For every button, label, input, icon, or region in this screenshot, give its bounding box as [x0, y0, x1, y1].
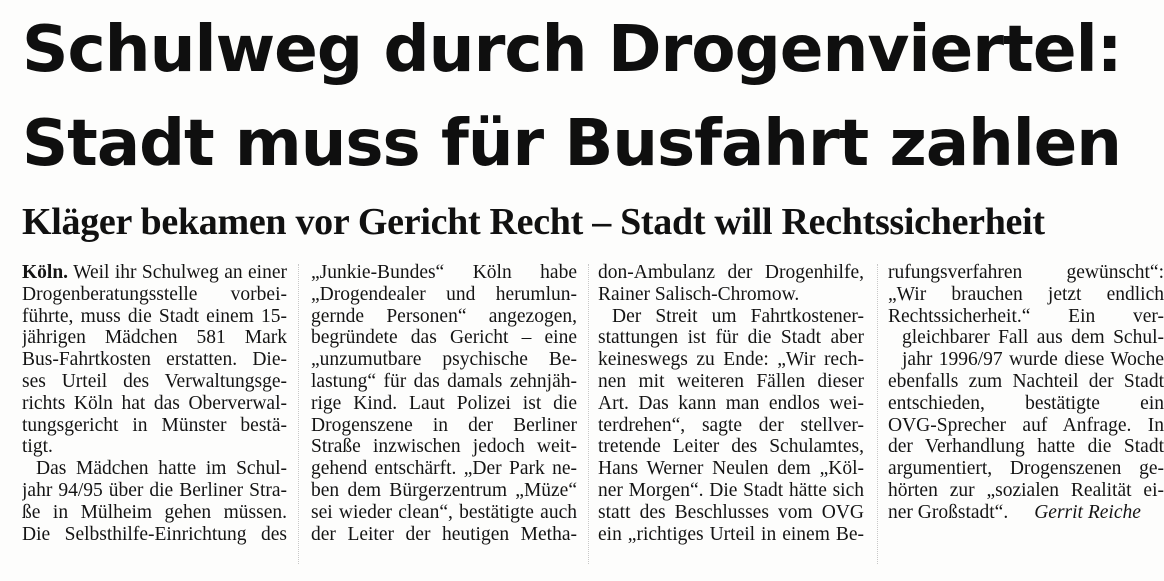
text-line: Hans Werner Neulen dem „Köl-: [598, 458, 864, 480]
text-line: der Leiter der heutigen Metha-: [311, 523, 577, 545]
article-column-3: [598, 262, 864, 545]
subheadline: Kläger bekamen vor Gericht Recht – Stadt will Rechtssicherheit: [22, 201, 1045, 243]
text-line: richts Köln hat das Oberverwal-: [22, 392, 287, 414]
text-line: rufungsverfahren gewünscht“:: [888, 262, 1164, 283]
text-line: tigt.: [22, 436, 53, 458]
text-line: ner Morgen“. Die Stadt hätte sich: [598, 479, 864, 501]
text-line: don-Ambulanz der Drogenhilfe,: [598, 262, 864, 283]
text-line: begründete das Gericht – eine: [311, 327, 577, 349]
text-line: entschieden, bestätigte ein: [888, 392, 1164, 414]
text-line: Art. Das kann man endlos wei-: [598, 392, 864, 414]
text-line: ben dem Bürgerzentrum „Müze“: [311, 479, 577, 501]
text-line: stattungen ist für die Stadt aber: [598, 327, 864, 349]
text-line: tretende Leiter des Schulamtes,: [598, 436, 864, 458]
text-line: tungsgericht in Münster bestä-: [22, 414, 287, 436]
text-line: Straße inzwischen jedoch weit-: [311, 436, 577, 458]
text-line: ße in Mülheim gehen müssen.: [22, 501, 287, 523]
dateline: Köln.: [22, 262, 69, 283]
text-line: jahr 94/95 über die Berliner Stra-: [22, 479, 287, 501]
text-line: „Drogendealer und herumlun-: [311, 283, 577, 305]
text-line: nen mit weiteren Fällen dieser: [598, 370, 864, 392]
text-line: jährigen Mädchen 581 Mark: [22, 327, 287, 349]
text-line: lastung“ für das damals zehnjäh-: [311, 370, 577, 392]
text-line: der Verhandlung hatte die Stadt: [888, 436, 1164, 458]
text-line: ner Großstadt“. Gerrit Reiche: [888, 501, 1141, 523]
text-line: ein „richtiges Urteil in einem Be-: [598, 523, 864, 545]
text-line: sei wieder clean“, bestätigte auch: [311, 501, 577, 523]
text-line: gleichbarer Fall aus dem Schul-: [902, 327, 1164, 349]
text-line: „unzumutbare psychische Be-: [311, 349, 577, 371]
text-line: führte, muss die Stadt einem 15-: [22, 305, 287, 327]
column-divider: [298, 264, 299, 564]
text-line: Rainer Salisch-Chromow.: [598, 283, 800, 305]
text-line: Das Mädchen hatte im Schul-: [36, 458, 287, 480]
text-line: OVG-Sprecher auf Anfrage. In: [888, 414, 1164, 436]
text-line: argumentiert, Drogenszenen ge-: [888, 458, 1164, 480]
text-line: ebenfalls zum Nachteil der Stadt: [888, 370, 1164, 392]
text-line: Der Streit um Fahrtkostener-: [612, 305, 864, 327]
article-column-4: [888, 262, 1164, 524]
headline-line-2: Stadt muss für Busfahrt zahlen: [22, 106, 1121, 181]
text-line: Drogenszene in der Berliner: [311, 414, 577, 436]
text-line: „Wir brauchen jetzt endlich: [888, 283, 1164, 305]
article-column-2: [311, 262, 577, 545]
column-divider: [877, 264, 878, 564]
text-line: Die Selbsthilfe-Einrichtung des: [22, 523, 287, 545]
text-line: ses Urteil des Verwaltungsge-: [22, 370, 287, 392]
text-line: Drogenberatungsstelle vorbei-: [22, 283, 287, 305]
text-line: „Junkie-Bundes“ Köln habe: [311, 262, 577, 283]
text-line: jahr 1996/97 wurde diese Woche: [902, 349, 1164, 371]
article-column-1: [22, 262, 287, 545]
text-line: gehend entschärft. „Der Park ne-: [311, 458, 577, 480]
text-line: hörten zur „sozialen Realität ei-: [888, 479, 1164, 501]
text-line: Köln. Weil ihr Schulweg an einer: [22, 262, 287, 283]
column-divider: [588, 264, 589, 564]
text-line: statt des Beschlusses vom OVG: [598, 501, 864, 523]
text-line: Bus-Fahrtkosten erstatten. Die-: [22, 349, 287, 371]
headline-line-1: Schulweg durch Drogenviertel:: [22, 12, 1122, 87]
text-line: keineswegs zu Ende: „Wir rech-: [598, 349, 864, 371]
text-line: terdrehen“, sagte der stellver-: [598, 414, 864, 436]
text-line: rige Kind. Laut Polizei ist die: [311, 392, 577, 414]
author-byline: Gerrit Reiche: [1034, 501, 1141, 523]
text-line: gernde Personen“ angezogen,: [311, 305, 577, 327]
text-line: Rechtssicherheit.“ Ein ver-: [888, 305, 1164, 327]
